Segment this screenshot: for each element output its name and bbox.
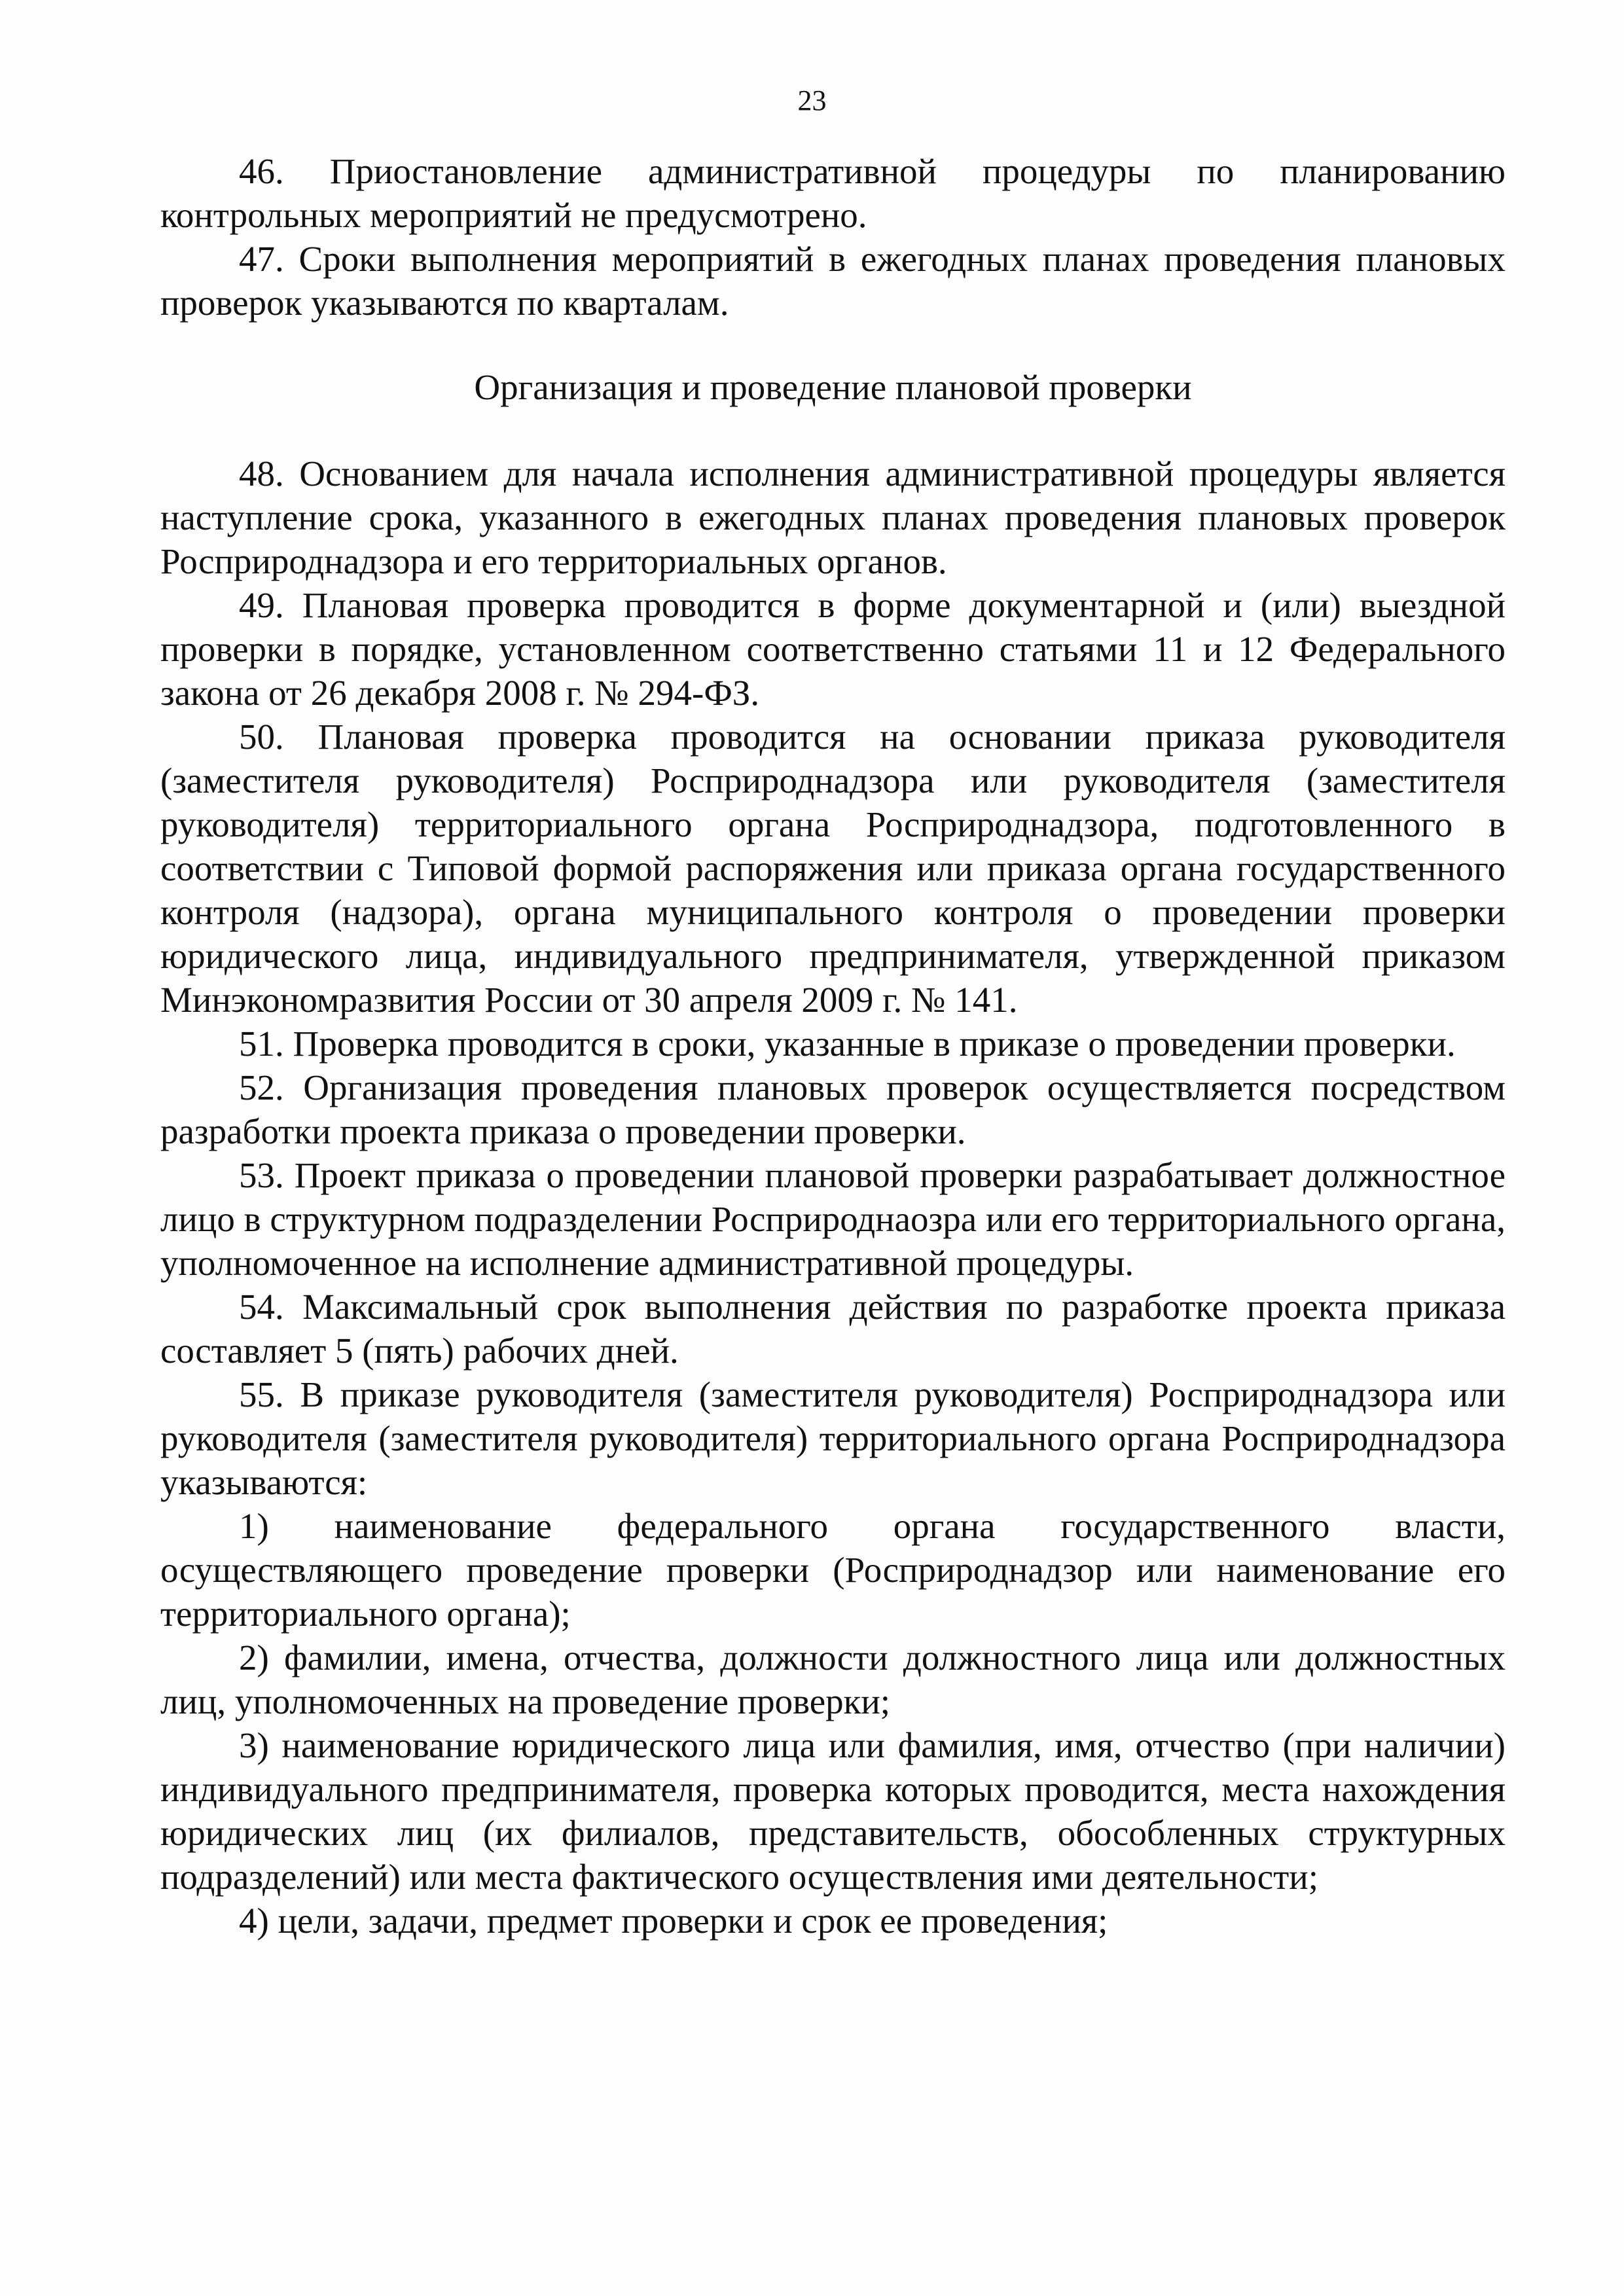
list-item-2: 2) фамилии, имена, отчества, должности должностного лица или должностных лиц, уполномоченных на проведение проверки; [160,1638,1506,1721]
list-item-4: 4) цели, задачи, предмет проверки и срок ее проведения; [239,1901,1108,1941]
section-heading: Организация и проведение плановой проверки [474,367,1192,407]
paragraph-49: 49. Плановая проверка проводится в форме документарной и (или) выездной проверки в порядке, установленном соответственно статьями 11 и 12 Федерального закона от 26 декабря 2008 г. № 294-ФЗ. [160,585,1506,713]
paragraph-47: 47. Сроки выполнения мероприятий в ежегодных планах проведения плановых проверок указываются по кварталам. [160,239,1506,323]
page-number: 23 [797,84,827,117]
paragraph-52: 52. Организация проведения плановых проверок осуществляется посредством разработки проекта приказа о проведении проверки. [160,1067,1506,1151]
paragraph-48: 48. Основанием для начала исполнения административной процедуры является наступление срока, указанного в ежегодных планах проведения плановых проверок Росприроднадзора и его территориальных органов. [160,454,1506,581]
paragraph-51: 51. Проверка проводится в сроки, указанные в приказе о проведении проверки. [239,1024,1456,1064]
paragraph-53: 53. Проект приказа о проведении плановой проверки разрабатывает должностное лицо в структурном подразделении Росприроднаозра или его территориального органа, уполномоченное на исполнение административной процедуры. [160,1155,1506,1283]
paragraph-54: 54. Максимальный срок выполнения действия по разработке проекта приказа составляет 5 (пять) рабочих дней. [160,1287,1506,1371]
document-body [160,149,1506,1943]
paragraph-55: 55. В приказе руководителя (заместителя руководителя) Росприроднадзора или руководителя (заместителя руководителя) территориального органа Росприроднадзора указываются: [160,1374,1506,1502]
list-item-3: 3) наименование юридического лица или фамилия, имя, отчество (при наличии) индивидуального предпринимателя, проверка которых проводится, места нахождения юридических лиц (их филиалов, представительств, обособленных структурных подразделений) или места фактического осуществления ими деятельности; [160,1725,1506,1897]
paragraph-50: 50. Плановая проверка проводится на основании приказа руководителя (заместителя руководителя) Росприроднадзора или руководителя (заместителя руководителя) территориального органа Росприроднадзора, подготовленного в соответствии с Типовой формой распоряжения или приказа органа государственного контроля (надзора), органа муниципального контроля о проведении проверки юридического лица, индивидуального предпринимателя, утвержденной приказом Минэкономразвития России от 30 апреля 2009 г. № 141. [160,717,1506,1020]
paragraph-46: 46. Приостановление административной процедуры по планированию контрольных мероприятий не предусмотрено. [160,151,1506,235]
list-item-1: 1) наименование федерального органа государственного власти, осуществляющего проведение проверки (Росприроднадзор или наименование его территориального органа); [160,1506,1506,1634]
